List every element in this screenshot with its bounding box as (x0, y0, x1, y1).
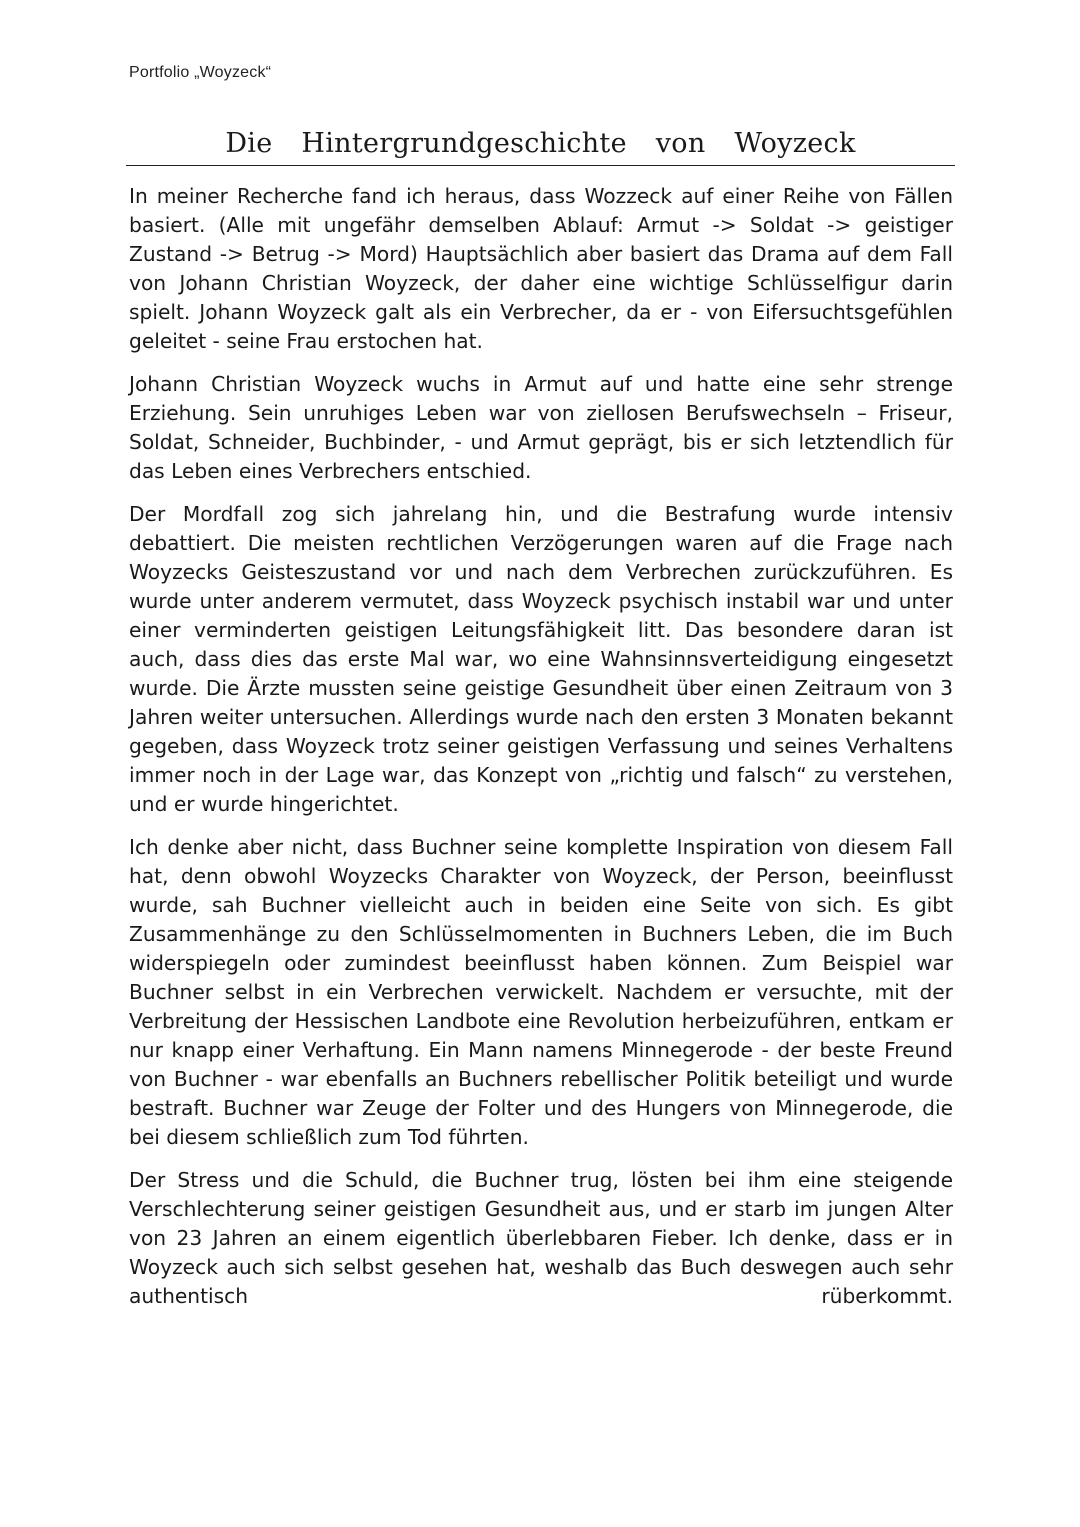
paragraph-2: Johann Christian Woyzeck wuchs in Armut auf und hatte eine sehr strenge Erziehung. Sein unruhiges Leben war von ziellosen Berufswechseln – Friseur, Soldat, Schneider, Buchbinder, - und Armut geprägt, bis er sich letztendlich für das Leben eines Verbrechers entschied. (129, 372, 953, 483)
paragraph-4: Ich denke aber nicht, dass Buchner seine komplette Inspiration von diesem Fall hat, denn obwohl Woyzecks Charakter von Woyzeck, der Person, beeinflusst wurde, sah Buchner vielleicht auch in beiden eine Seite von sich. Es gibt Zusammenhänge zu den Schlüsselmomenten in Buchners Leben, die im Buch widerspiegeln oder zumindest beeinflusst haben können. Zum Beispiel war Buchner selbst in ein Verbrechen verwickelt. Nachdem er versuchte, mit der Verbreitung der Hessischen Landbote eine Revolution herbeizuführen, entkam er nur knapp einer Verhaftung. Ein Mann namens Minnegerode - der beste Freund von Buchner - war ebenfalls an Buchners rebellischer Politik beteiligt und wurde bestraft. Buchner war Zeuge der Folter und des Hungers von Minnegerode, die bei diesem schließlich zum Tod führten. (129, 835, 953, 1149)
document-body (129, 182, 953, 1325)
paragraph-1: In meiner Recherche fand ich heraus, dass Wozzeck auf einer Reihe von Fällen basiert. (Alle mit ungefähr demselben Ablauf: Armut -> Soldat -> geistiger Zustand -> Betrug -> Mord) Hauptsächlich aber basiert das Drama auf dem Fall von Johann Christian Woyzeck, der daher eine wichtige Schlüsselfigur darin spielt. Johann Woyzeck galt als ein Verbrecher, da er - von Eifersuchtsgefühlen geleitet - seine Frau erstochen hat. (129, 184, 953, 353)
paragraph-3: Der Mordfall zog sich jahrelang hin, und die Bestrafung wurde intensiv debattiert. Die meisten rechtlichen Verzögerungen waren auf die Frage nach Woyzecks Geisteszustand vor und nach dem Verbrechen zurückzuführen. Es wurde unter anderem vermutet, dass Woyzeck psychisch instabil war und unter einer verminderten geistigen Leitungsfähigkeit litt. Das besondere daran ist auch, dass dies das erste Mal war, wo eine Wahnsinnsverteidigung eingesetzt wurde. Die Ärzte mussten seine geistige Gesundheit über einen Zeitraum von 3 Jahren weiter untersuchen. Allerdings wurde nach den ersten 3 Monaten bekannt gegeben, dass Woyzeck trotz seiner geistigen Verfassung und seines Verhaltens immer noch in der Lage war, das Konzept von „richtig und falsch“ zu verstehen, und er wurde hingerichtet. (129, 502, 953, 816)
running-header: Portfolio „Woyzeck“ (129, 64, 272, 81)
paragraph-5: Der Stress und die Schuld, die Buchner trug, lösten bei ihm eine steigende Verschlechterung seiner geistigen Gesundheit aus, und er starb im jungen Alter von 23 Jahren an einem eigentlich überlebbaren Fieber. Ich denke, dass er in Woyzeck auch sich selbst gesehen hat, weshalb das Buch deswegen auch sehr authentisch rüberkommt. (129, 1168, 953, 1308)
title-block (126, 126, 955, 166)
page-title: Die Hintergrundgeschichte von Woyzeck (225, 128, 856, 159)
